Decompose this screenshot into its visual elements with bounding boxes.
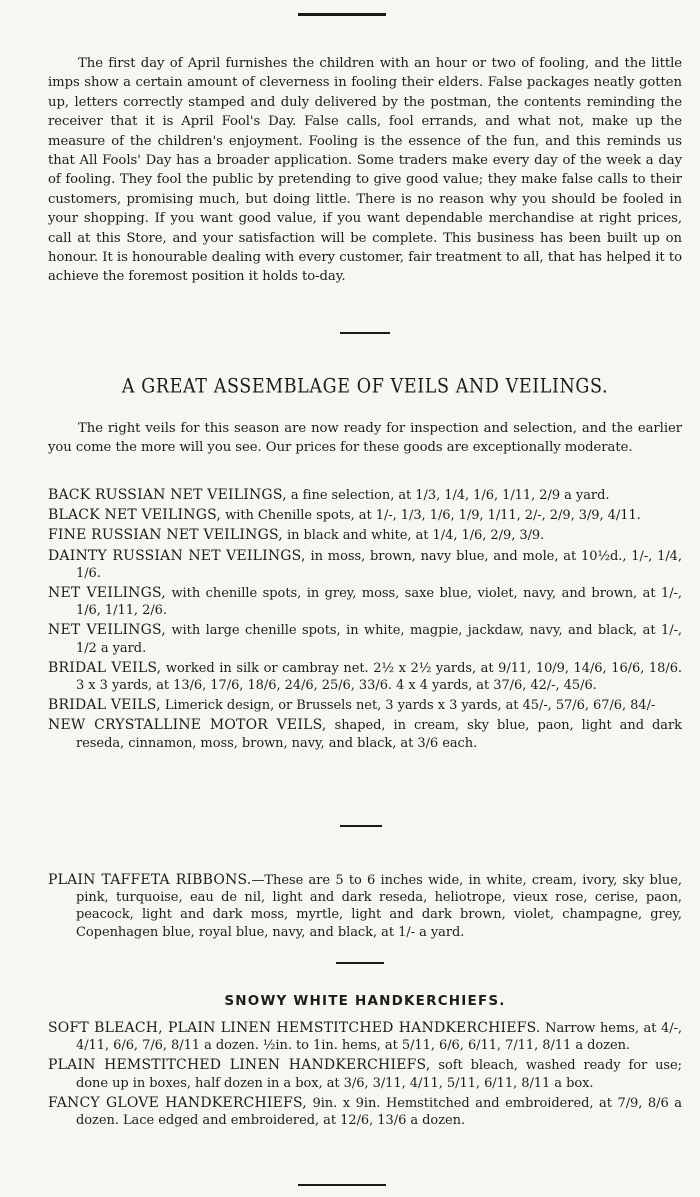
- item-desc: with Chenille spots, at 1/-, 1/3, 1/6, 1/9, 1/11, 2/-, 2/9, 3/9, 4/11.: [225, 508, 641, 524]
- item-desc: with large chenille spots, in white, magpie, jackdaw, navy, and black, at 1/-, 1/2 a yard.: [76, 623, 682, 656]
- item-desc: in black and white, at 1/4, 1/6, 2/9, 3/9.: [287, 528, 545, 544]
- list-item: [48, 1057, 682, 1091]
- list-item: [48, 585, 682, 619]
- item-desc: shaped, in cream, sky blue, paon, light and dark reseda, cinnamon, moss, brown, navy, and black, at 3/6 each.: [76, 718, 682, 751]
- item-desc: a fine selection, at 1/3, 1/4, 1/6, 1/11, 2/9 a yard.: [290, 488, 610, 503]
- item-name: FINE RUSSIAN NET VEILINGS,: [48, 527, 283, 544]
- list-item: [48, 548, 682, 582]
- list-item: [48, 1020, 682, 1054]
- item-desc: worked in silk or cambray net. 2½ x 2½ yards, at 9/11, 10/9, 14/6, 16/6, 18/6. 3 x 3 yards, at 13/6, 17/6, 18/6, 24/6, 25/6, 33/6. 4 x 4 yards, at 37/6, 42/-, 45/6.: [76, 660, 682, 694]
- list-item: [48, 872, 682, 941]
- bottom-divider: [298, 1184, 386, 1186]
- item-desc: Narrow hems, at 4/-, 4/11, 6/6, 7/6, 8/11 a dozen. ½in. to 1in. hems, at 5/11, 6/6, 6/11, 7/11, 8/11 a dozen.: [76, 1021, 682, 1054]
- item-name: BACK RUSSIAN NET VEILINGS,: [48, 487, 287, 503]
- list-item: [48, 622, 682, 656]
- list-item: [48, 507, 682, 524]
- item-desc: with chenille spots, in grey, moss, saxe blue, violet, navy, and brown, at 1/-, 1/6, 1/11, 2/6.: [76, 586, 682, 619]
- list-item: [48, 660, 682, 694]
- top-divider: [298, 13, 386, 16]
- item-desc: Limerick design, or Brussels net, 3 yards x 3 yards, at 45/-, 57/6, 67/6, 84/-: [164, 698, 656, 714]
- ribbons-block: [48, 872, 682, 944]
- item-name: DAINTY RUSSIAN NET VEILINGS,: [48, 547, 306, 564]
- item-name: NET VEILINGS,: [48, 585, 166, 602]
- list-item: [48, 697, 682, 714]
- item-name: PLAIN TAFFETA RIBBONS.: [48, 872, 252, 888]
- list-item: [48, 527, 682, 544]
- veils-heading: A GREAT ASSEMBLAGE OF VEILS AND VEILINGS.: [121, 375, 609, 399]
- item-desc: soft bleach, washed ready for use; done up in boxes, half dozen in a box, at 3/6, 3/11, 4/11, 5/11, 6/11, 8/11 a box.: [76, 1058, 682, 1091]
- item-name: BRIDAL VEILS,: [48, 659, 162, 676]
- list-item: [48, 1095, 682, 1129]
- veils-intro: The right veils for this season are now ready for inspection and selection, and the earlier you come the more will you see. Our prices for these goods are exceptionally moderate.: [48, 421, 682, 456]
- list-item: [48, 717, 682, 751]
- item-desc: 9in. x 9in. Hemstitched and embroidered, at 7/9, 8/6 a dozen. Lace edged and embroidered, at 12/6, 13/6 a dozen.: [76, 1095, 682, 1129]
- veils-list: [48, 487, 682, 755]
- handkerchiefs-list: [48, 1020, 682, 1132]
- handkerchiefs-heading: SNOWY WHITE HANDKERCHIEFS.: [224, 993, 506, 1009]
- item-name: NEW CRYSTALLINE MOTOR VEILS,: [48, 717, 327, 734]
- divider-2: [340, 825, 382, 827]
- item-desc: —These are 5 to 6 inches wide, in white, cream, ivory, sky blue, pink, turquoise, eau de nil, light and dark reseda, heliotrope, vieux rose, cerise, paon, peacock, light and dark moss, myrtle, light and dark brown, violet, champagne, grey, Copenhagen blue, royal blue, navy, and black, at 1/- a yard.: [76, 873, 682, 940]
- divider-3: [336, 962, 384, 964]
- item-name: NET VEILINGS,: [48, 622, 166, 639]
- item-desc: in moss, brown, navy blue, and mole, at 10½d., 1/-, 1/4, 1/6.: [76, 548, 682, 581]
- item-name: BLACK NET VEILINGS,: [48, 507, 222, 524]
- intro-paragraph: The first day of April furnishes the children with an hour or two of fooling, and the little imps show a certain amount of cleverness in fooling their elders. False packages neatly gotten up, letters correctly stamped and duly delivered by the postman, the contents reminding the receiver that it is April Fool's Day. False calls, fool errands, and what not, make up the measure of the children's enjoyment. Fooling is the essence of the fun, and this reminds us that All Fools' Day has a broader application. Some traders make every day of the week a day of fooling. They fool the public by pretending to give good value; they make false calls to their customers, promising much, but doing little. There is no reason why you should be fooled in your shopping. If you want good value, if you want dependable merchandise at right prices, call at this Store, and your satisfaction will be complete. This business has been built up on honour. It is honourable dealing with every customer, fair treatment to all, that has helped it to achieve the foremost position it holds to-day.: [48, 56, 682, 285]
- item-name: FANCY GLOVE HANDKERCHIEFS,: [48, 1094, 307, 1111]
- divider-1: [340, 332, 390, 334]
- list-item: [48, 487, 682, 504]
- item-name: SOFT BLEACH, PLAIN LINEN HEMSTITCHED HANDKERCHIEFS.: [48, 1020, 541, 1036]
- item-name: BRIDAL VEILS,: [48, 697, 161, 714]
- item-name: PLAIN HEMSTITCHED LINEN HANDKERCHIEFS,: [48, 1057, 431, 1074]
